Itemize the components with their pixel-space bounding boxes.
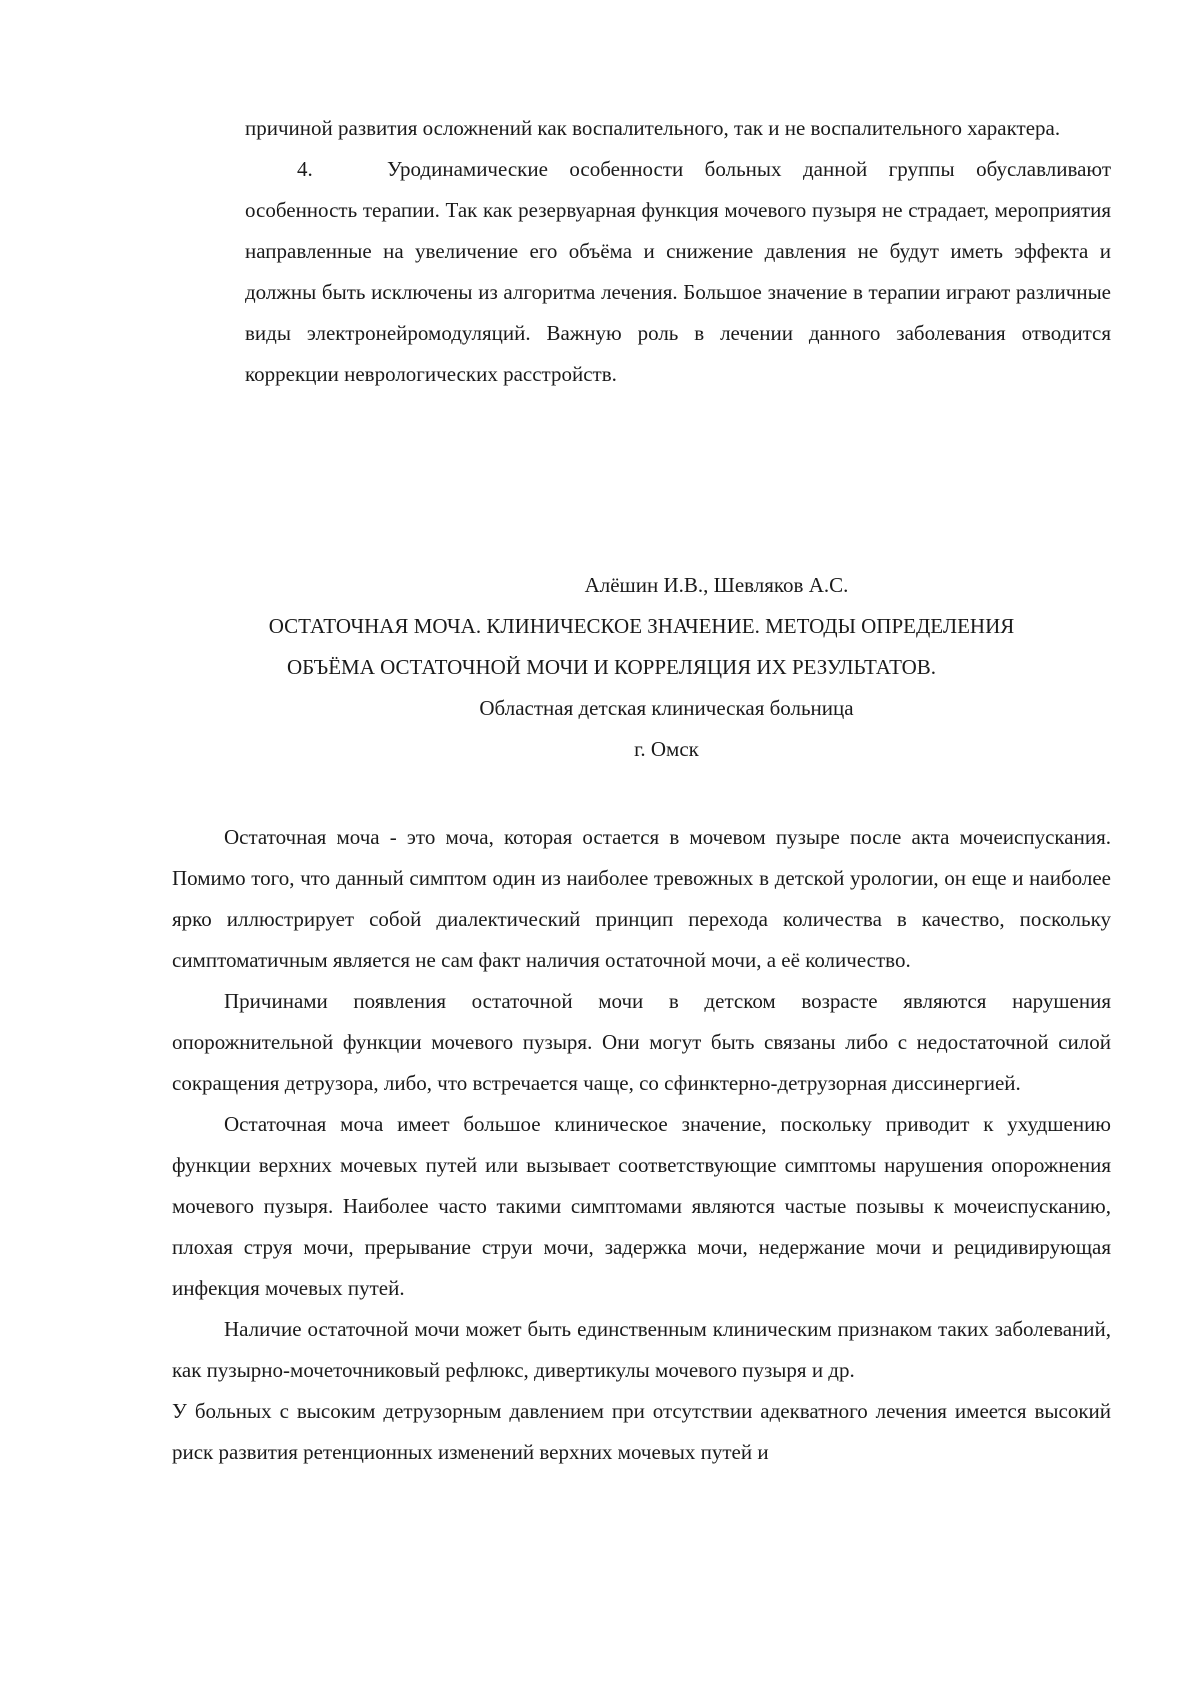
article-authors: Алёшин И.В., Шевляков А.С. xyxy=(584,573,849,597)
article-title-line-2: ОБЪЁМА ОСТАТОЧНОЙ МОЧИ И КОРРЕЛЯЦИЯ ИХ РЕЗУЛЬТАТОВ. xyxy=(286,655,937,679)
continuation-paragraph: причиной развития осложнений как воспалительного, так и не воспалительного характера. xyxy=(245,116,1061,140)
body-paragraph: Причинами появления остаточной мочи в детском возрасте являются нарушения опорожнительной функции мочевого пузыря. Они могут быть связаны либо с недостаточной силой сокращения детрузора, либо, что встречается чаще, со сфинктерно-детрузорная диссинергией. xyxy=(172,989,1111,1095)
body-paragraph-continued: У больных с высоким детрузорным давлением при отсутствии адекватного лечения имеется высокий риск развития ретенционных изменений верхних мочевых путей и xyxy=(172,1399,1111,1464)
body-paragraph: Остаточная моча - это моча, которая остается в мочевом пузыре после акта мочеиспускания. Помимо того, что данный симптом один из наиболее тревожных в детской урологии, он еще и наиболее ярко иллюстрирует собой диалектический принцип перехода количества в качество, поскольку симптоматичным является не сам факт наличия остаточной мочи, а её количество. xyxy=(172,825,1111,972)
body-paragraph: Наличие остаточной мочи может быть единственным клиническим признаком таких заболеваний, как пузырно-мочеточниковый рефлюкс, дивертикулы мочевого пузыря и др. xyxy=(172,1317,1111,1382)
list-item-text: Уродинамические особенности больных данной группы обуславливают особенность терапии. Так как резервуарная функция мочевого пузыря не страдает, мероприятия направленные на увеличение его объёма и снижение давления не будут иметь эффекта и должны быть исключены из алгоритма лечения. Большое значение в терапии играют различные виды электронейромодуляций. Важную роль в лечении данного заболевания отводится коррекции неврологических расстройств. xyxy=(245,157,1111,386)
list-item-4 xyxy=(245,149,1111,395)
list-item-number: 4. xyxy=(297,157,313,181)
article-organization: Областная детская клиническая больница xyxy=(479,696,854,720)
article-city: г. Омск xyxy=(634,737,699,761)
body-paragraph: Остаточная моча имеет большое клиническое значение, поскольку приводит к ухудшению функции верхних мочевых путей или вызывает соответствующие симптомы нарушения опорожнения мочевого пузыря. Наиболее часто такими симптомами являются частые позывы к мочеиспусканию, плохая струя мочи, прерывание струи мочи, задержка мочи, недержание мочи и рецидивирующая инфекция мочевых путей. xyxy=(172,1112,1111,1300)
article-body xyxy=(172,817,1111,1473)
article-header xyxy=(172,565,1111,770)
article-title-line-1: ОСТАТОЧНАЯ МОЧА. КЛИНИЧЕСКОЕ ЗНАЧЕНИЕ. МЕТОДЫ ОПРЕДЕЛЕНИЯ xyxy=(268,614,1015,638)
top-section xyxy=(245,108,1111,395)
